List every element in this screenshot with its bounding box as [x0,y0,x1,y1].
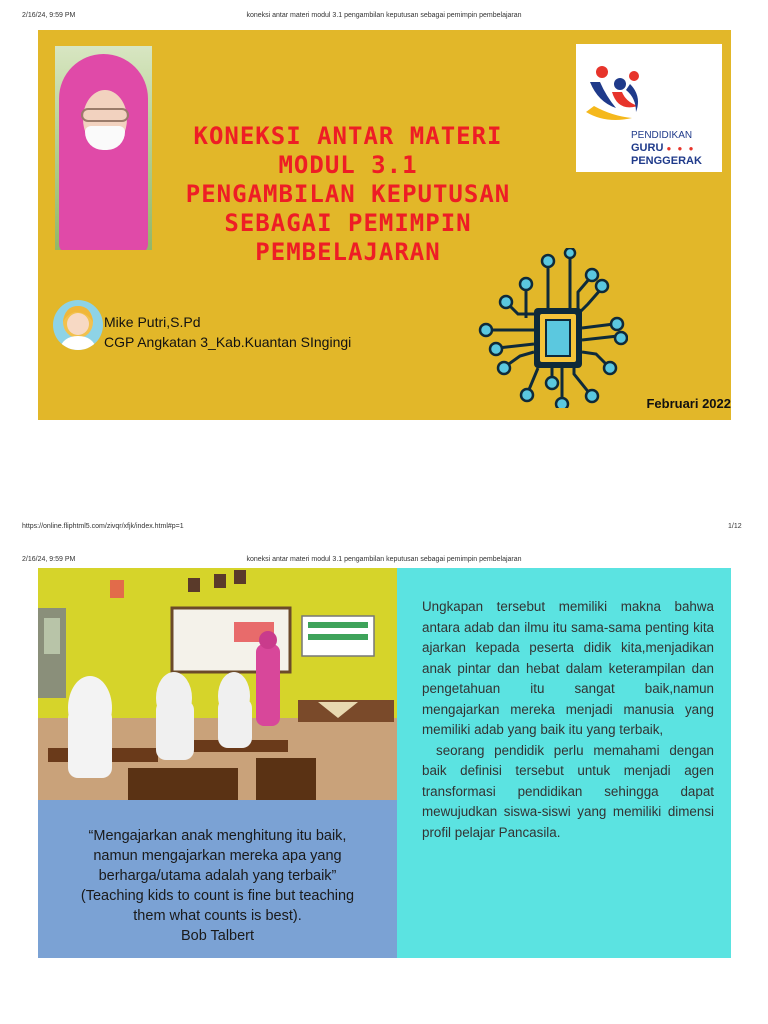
title-slide [38,30,731,420]
circuit-chip-icon [478,248,628,408]
quote-line: them what counts is best). [133,908,302,924]
logo-text-line: GURU ● ● ● [631,142,696,154]
explanation-box [397,568,731,958]
classroom-photo [38,568,397,800]
print-url: https://online.fliphtml5.com/zivqr/xfjk/index.html#p=1 [22,523,184,530]
print-doc-title: koneksi antar materi modul 3.1 pengambilan keputusan sebagai pemimpin pembelajaran [246,12,522,19]
guru-penggerak-logo [576,44,722,172]
logo-text-line: PENGGERAK [631,155,702,167]
author-group: CGP Angkatan 3_Kab.Kuantan SIngingi [104,334,352,350]
people-logo-icon [586,62,646,132]
quote-box [38,800,397,958]
quote-line: (Teaching kids to count is fine but teaching [80,888,355,904]
title-line: MODUL 3.1 [278,151,418,179]
presentation-date: Februari 2022 [646,396,731,411]
print-doc-title: koneksi antar materi modul 3.1 pengambilan keputusan sebagai pemimpin pembelajaran [246,556,522,563]
quote-line: “Mengajarkan anak menghitung itu baik, [88,828,347,844]
author-name: Mike Putri,S.Pd [104,314,201,330]
title-line: PEMBELAJARAN [255,238,441,266]
teacher-photo [55,46,152,250]
author-avatar [53,300,103,350]
quote-slide [38,568,731,958]
explanation-text [422,597,714,843]
title-line: SEBAGAI PEMIMPIN [224,209,472,237]
print-timestamp: 2/16/24, 9:59 PM [22,12,76,19]
title-line: PENGAMBILAN KEPUTUSAN [185,180,511,208]
quote-line: berharga/utama adalah yang terbaik” [98,868,337,884]
paragraph: Ungkapan tersebut memiliki makna bahwa antara adab dan ilmu itu sama-sama penting kita ajarkan kepada peserta didik kita,menjadikan anak pintar dan hebat dalam keterampilan dan pengetahuan itu sangat baik,namun mengajarkan mereka menjadi manusia yang memiliki adab yang baik itu yang terbaik, [422,599,714,737]
paragraph: seorang pendidik perlu memahami dengan baik definisi tersebut untuk menjadi agen transformasi pendidikan sehingga dapat mewujudkan siswa-siswi yang memiliki dimensi profil pelajar Pancasila. [422,742,714,840]
quote-line: namun mengajarkan mereka apa yang [93,848,342,864]
print-timestamp: 2/16/24, 9:59 PM [22,556,76,563]
quote-author: Bob Talbert [180,928,255,944]
title-line: KONEKSI ANTAR MATERI [193,122,503,150]
slide-title [148,122,548,267]
logo-text-line: PENDIDIKAN [631,130,693,141]
quote-text [48,826,387,946]
page-number: 1/12 [728,523,742,530]
